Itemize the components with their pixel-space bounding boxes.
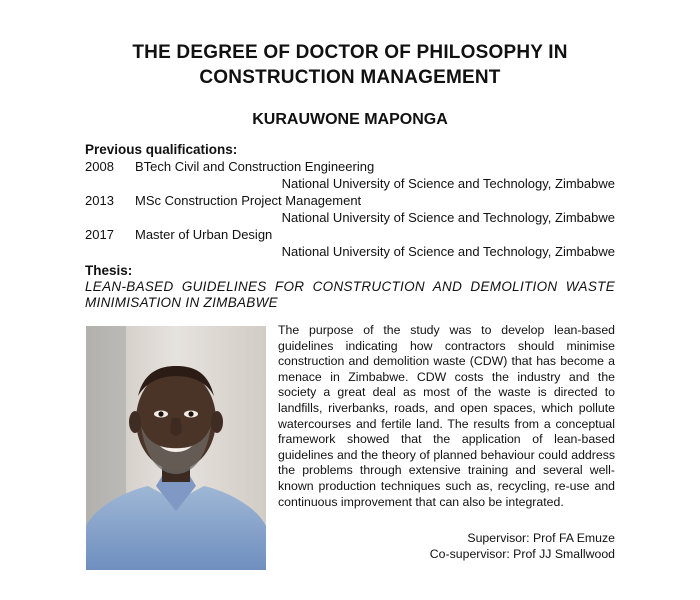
qualification-degree: BTech Civil and Construction Engineering: [135, 159, 375, 174]
candidate-name: KURAUWONE MAPONGA: [252, 111, 448, 128]
degree-title-line-1: THE DEGREE OF DOCTOR OF PHILOSOPHY IN: [132, 42, 568, 63]
abstract-text: The purpose of the study was to develop lean-based guidelines indicating how contractors should minimise construction and demolition waste (CDW) that has become a menace in Zimbabwe. CDW costs the industry and the society a great deal as most of the waste is directed to landfills, riverbanks, roads, and open spaces, which pollute watercourses and fertile land. The results from a conceptual framework showed that the application of lean-based guidelines and the theory of planned behaviour could address the problems through extensive training and several well-known production techniques such as, recycling, re-use and continuous improvement that can also be integrated.: [278, 323, 615, 509]
supervisor: Supervisor: Prof FA Emuze: [467, 531, 615, 545]
co-supervisor: Co-supervisor: Prof JJ Smallwood: [429, 547, 615, 561]
qualification-year: 2008: [85, 159, 114, 174]
supervisors: [430, 530, 615, 562]
qualification-institution: National University of Science and Technology, Zimbabwe: [281, 176, 615, 191]
qualification-year: 2017: [85, 227, 114, 242]
candidate-photo: [86, 326, 266, 570]
thesis-title: LEAN-BASED GUIDELINES FOR CONSTRUCTION AND DEMOLITION WASTE MINIMISATION IN ZIMBABWE: [85, 279, 615, 310]
qualifications-label: Previous qualifications:: [85, 142, 238, 157]
qualification-degree: MSc Construction Project Management: [135, 193, 362, 208]
degree-title: [0, 40, 700, 90]
degree-title-line-2: CONSTRUCTION MANAGEMENT: [199, 67, 501, 88]
thesis-label: Thesis:: [85, 263, 133, 278]
qualification-item: [85, 193, 615, 227]
qualification-institution: National University of Science and Technology, Zimbabwe: [281, 244, 615, 259]
qualification-item: [85, 227, 615, 261]
qualification-degree: Master of Urban Design: [135, 227, 273, 242]
qualification-institution: National University of Science and Technology, Zimbabwe: [281, 210, 615, 225]
qualification-item: [85, 159, 615, 193]
qualification-year: 2013: [85, 193, 114, 208]
qualifications-list: [85, 159, 615, 261]
